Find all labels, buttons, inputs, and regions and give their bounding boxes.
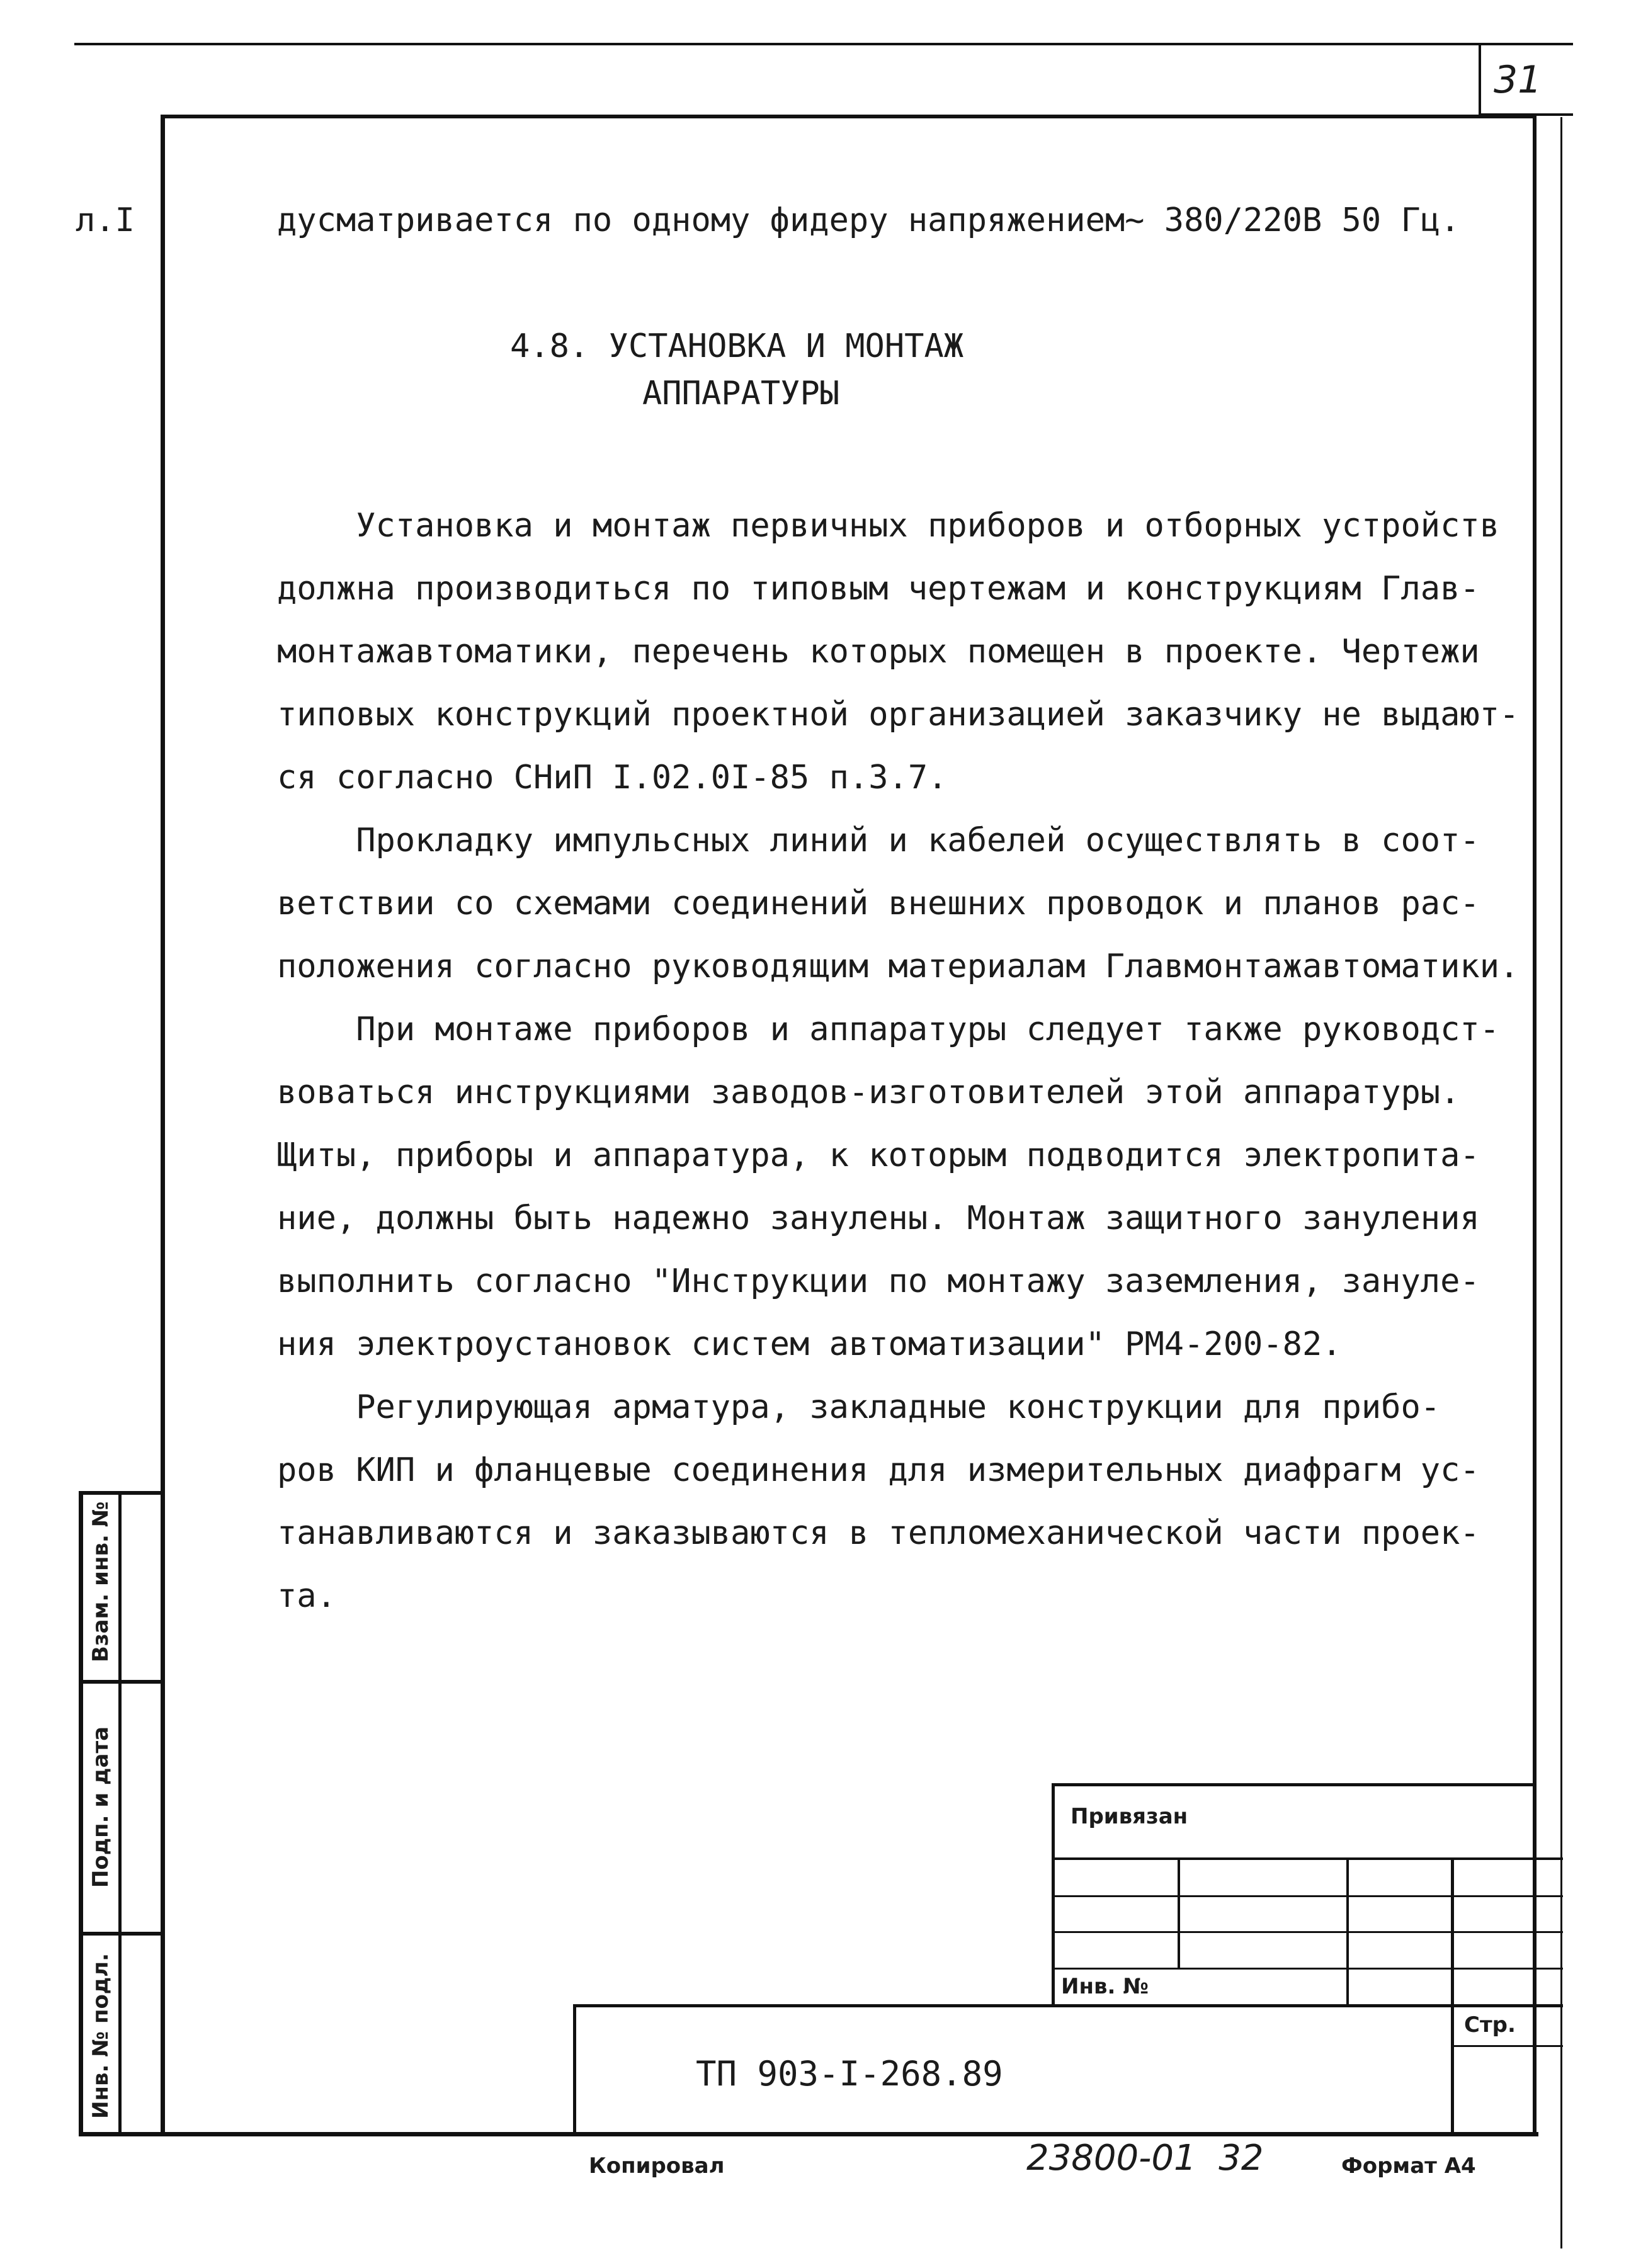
first-line: дусматривается по одному фидеру напряжением~ 380/220В 50 Гц. [277,201,1460,239]
side-stamp-div2 [79,1932,165,1936]
margin-note: л.I [76,201,135,239]
frame-top [161,115,1537,118]
paragraph-2: Прокладку импульсных линий и кабелей осуществлять в соот- ветствии со схемами соединений внешних проводок и планов рас- положения согласно руководящим материалам Главмонтажавтоматики. [277,822,1520,985]
frame-bottom [79,2132,1538,2136]
tb-h6 [1451,2045,1563,2047]
footer-copied: Копировал [589,2153,725,2179]
tb-v1 [1178,1857,1180,1968]
paragraph-3: При монтаже приборов и аппаратуры следует также руководст- воваться инструкциями заводов-изготовителей этой аппаратуры. Щиты, приборы и аппаратура, к которым подводится электропита- ние, должны быть надежно занулены. Монтаж защитного зануления выполнить согласно "Инструкции по монтажу заземления, зануле- ния электроустановок систем автоматизации" РМ4-200-82. [277,1011,1500,1363]
tb-v2 [1346,1857,1349,2005]
tb-v4 [573,2004,576,2136]
tb-v3 [1451,1857,1454,2135]
frame-right [1533,115,1537,2136]
frame-left [161,115,165,2136]
side-stamp-inv-podl: Инв. № подл. [88,1953,113,2119]
tb-top-h [1052,1783,1537,1786]
top-rule [74,43,1573,45]
section-title-line1: 4.8. УСТАНОВКА И МОНТАЖ [510,327,964,365]
side-stamp-top [79,1491,165,1495]
tb-h4 [1052,1968,1563,1970]
tb-h1 [1052,1857,1563,1860]
footer-format: Формат А4 [1341,2153,1476,2179]
frame-right-outer [1560,117,1562,2248]
tb-h3 [1052,1931,1563,1933]
side-stamp-vzam-inv: Взам. инв. № [88,1501,113,1662]
paragraph-4: Регулирующая арматура, закладные конструкции для прибо- ров КИП и фланцевые соединения для измерительных диафрагм ус- танавливаются и заказываются в тепломеханической части проек- та. [277,1388,1480,1615]
tb-h5 [573,2004,1563,2007]
side-stamp-div1 [79,1680,165,1684]
tb-privyazan: Привязан [1071,1804,1188,1829]
page-number-box-left [1479,43,1481,117]
tb-h2 [1052,1895,1563,1897]
tb-page-label: Стр. [1464,2012,1516,2038]
side-stamp-outer-left [79,1491,83,2136]
section-title-line2: АППАРАТУРЫ [642,375,840,412]
tb-doc-code: ТП 903-I-268.89 [696,2054,1003,2094]
side-stamp-inner [118,1491,122,2136]
page-number: 31 [1494,58,1542,102]
footer-handwritten: 23800-01 32 [1026,2138,1264,2179]
tb-inv-no: Инв. № [1061,1974,1149,1999]
side-stamp-podp-data: Подп. и дата [88,1726,113,1888]
paragraph-1: Установка и монтаж первичных приборов и отборных устройств должна производиться по типовым чертежам и конструкциям Глав- монтажавтоматики, перечень которых помещен в проекте. Чертежи типовых конструкций проектной организацией заказчику не выдают- ся согласно СНиП I.02.0I-85 п.3.7. [277,507,1520,797]
